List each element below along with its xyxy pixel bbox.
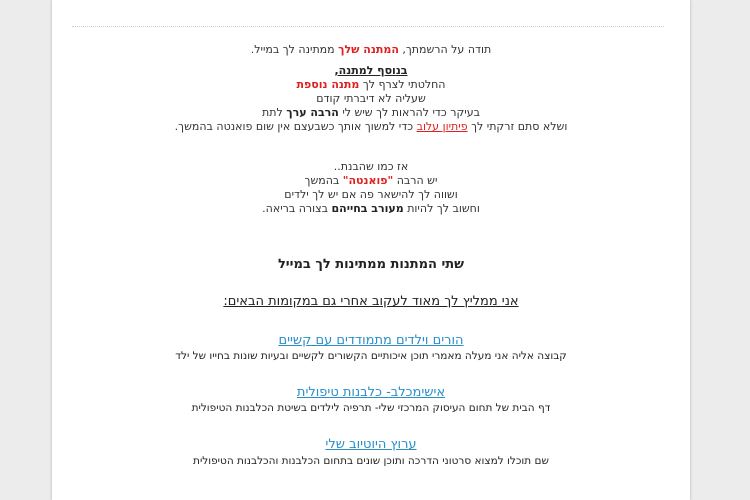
- point-line-2: יש הרבה "פואנטה" בהמשך: [304, 174, 438, 187]
- follow-heading: אני ממליץ לך מאוד לעקוב אחרי גם במקומות הבאים:: [223, 294, 519, 309]
- extra-line-2: החלטתי לצרף לך מתנה נוספת: [296, 78, 446, 91]
- resource-desc-therapy-dogs: דף הבית של תחום העיסוק המרכזי שלי- תרפיה לילדים בשיטת הכלבנות הטיפולית: [191, 402, 551, 414]
- resource-desc-youtube: שם תוכלו למצוא סרטוני הדרכה ותוכן שונים בתחום הכלבנות והכלבנות הטיפולית: [193, 455, 549, 467]
- gift-emphasis: המתנה שלך: [338, 43, 399, 56]
- point-line-3: ושווה לך להישאר פה אם יש לך ילדים: [284, 188, 458, 201]
- resource-desc-parents-group: קבוצה אליה אני מעלה מאמרי תוכן איכותיים הקשורים לקשיים ובעיות שונות בחייו של ילד: [175, 350, 567, 362]
- extra-line-5: ושלא סתם זרקתי לך פיתיון עלוב כדי למשוך אותך כשבעצם אין שום פואנטה בהמשך.: [174, 120, 568, 133]
- resource-link-youtube[interactable]: ערוץ היוטיוב שלי: [325, 437, 417, 452]
- dotted-divider: [72, 26, 664, 27]
- extra-line-3: שעליה לא דיברתי קודם: [316, 92, 426, 105]
- extra-heading: בנוסף למתנה,: [334, 64, 408, 77]
- thank-you-page: [52, 0, 690, 500]
- resource-link-parents-group[interactable]: הורים וילדים מתמודדים עם קשיים: [278, 333, 464, 348]
- resource-link-therapy-dogs[interactable]: אישימכלב- כלבנות טיפולית: [296, 385, 446, 400]
- point-line-4: וחשוב לך להיות מעורב בחייהם בצורה בריאה.: [262, 202, 480, 215]
- point-line-1: אז כמו שהבנת..: [333, 160, 409, 173]
- gifts-heading: שתי המתנות ממתינות לך במייל: [277, 257, 465, 272]
- intro-line: תודה על הרשמתך, המתנה שלך ממתינה לך במייל.: [250, 43, 492, 56]
- bait-link[interactable]: פיתיון עלוב: [416, 120, 468, 133]
- extra-line-4: בעיקר כדי להראות לך שיש לי הרבה ערך לתת: [262, 106, 480, 119]
